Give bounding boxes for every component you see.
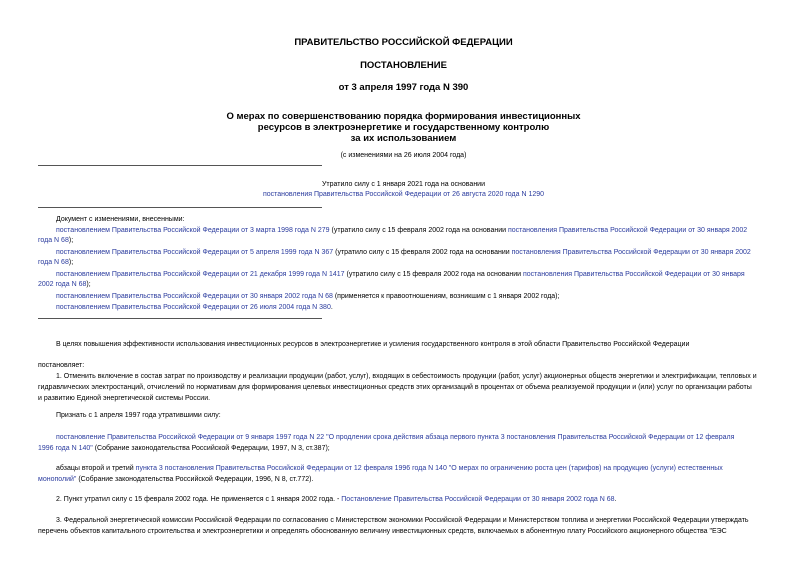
invalid-item-2-cont: монополий" (Собрание законодательства Российской Федерации, 1996, N 8, ст.772). (38, 476, 314, 483)
divider (38, 318, 322, 319)
decides-text: постановляет: (38, 362, 85, 369)
change-link[interactable]: постановлением Правительства Российской Федерации от 21 декабря 1999 года N 1417 (56, 271, 345, 278)
change-link[interactable]: постановлением Правительства Российской Федерации от 3 марта 1998 года N 279 (56, 227, 330, 234)
document-date-number: от 3 апреля 1997 года N 390 (338, 82, 469, 93)
invalid-intro: Признать с 1 апреля 1997 года утратившими силу: (56, 412, 221, 419)
change-item: постановлением Правительства Российской Федерации от 30 января 2002 года N 68 (применяется к правоотношениям, возникшим с 1 января 2002 года); (56, 293, 560, 300)
paragraph-1-cont: гидравлических электростанций, отчислений по нормативам для формирования целевых инвестиционных средств этих организаций в процентах от объема реализуемой продукции и (или) услуг по организации работы (38, 384, 752, 391)
basis-link-cont[interactable]: года N 68 (38, 259, 69, 266)
changes-intro: Документ с изменениями, внесенными: (56, 216, 185, 223)
document-title (0, 111, 807, 144)
paragraph-2: 2. Пункт утратил силу с 15 февраля 2002 года. Не применяется с 1 января 2002 года. - Постановление Правительства Российской Федерации от 30 января 2002 года N 68. (56, 496, 617, 503)
invalid-link-cont[interactable]: монополий" (38, 476, 77, 483)
invalid-item-1 (56, 432, 734, 443)
title-line: О мерах по совершенствованию порядка формирования инвестиционных (226, 111, 581, 122)
divider (38, 207, 322, 208)
paragraph-1-cont: и развитию Единой энергетической системы России. (38, 395, 211, 402)
basis-link-cont[interactable]: 2002 года N 68 (38, 281, 87, 288)
invalid-item-2: абзацы второй и третий пункта 3 постановления Правительства Российской Федерации от 12 февраля 1996 года N 140 "О мерах по ограничению роста цен (тарифов) на продукцию (услуги) естественных (56, 465, 723, 472)
change-link[interactable]: постановлением Правительства Российской Федерации от 26 июля 2004 года N 380 (56, 304, 331, 311)
invalid-link[interactable]: постановление Правительства Российской Федерации от 9 января 1997 года N 22 "О продлении срока действия абзаца первого пункта 3 постановления Правительства Российской Федерации от 12 февраля (56, 434, 735, 441)
change-item-cont: года N 68); (38, 237, 74, 244)
paragraph-3: 3. Федеральной энергетической комиссии Российской Федерации по согласованию с Министерством экономики Российской Федерации и Министерством топлива и энергетики Российской Федерации утверждать (56, 517, 749, 524)
invalid-link-cont[interactable]: 1996 года N 140" (38, 445, 93, 452)
change-link[interactable]: постановлением Правительства Российской Федерации от 5 апреля 1999 года N 367 (56, 249, 334, 256)
paragraph-1: 1. Отменить включение в состав затрат по производству и реализации продукции (работ, услуг), входящих в себестоимость продукции (работ, услуг) акционерных обществ энергетики и электрификации, тепловых и (56, 373, 757, 380)
title-line: ресурсов в электроэнергетике и государственному контролю (257, 122, 550, 133)
basis-link[interactable]: постановления Правительства Российской Федерации от 30 января 2002 (507, 227, 748, 234)
invalid-item-1-cont: 1996 года N 140" (Собрание законодательства Российской Федерации, 1997, N 3, ст.387); (38, 445, 330, 452)
paragraph-3-cont: перечень объектов капитального строительства и электроэнергетики и определять обоснованную величину инвестиционных средств, включаемых в абонентную плату Российского акционерного общества "ЕЭС (38, 528, 727, 535)
change-item: постановлением Правительства Российской Федерации от 5 апреля 1999 года N 367 (утратило силу с 15 февраля 2002 года на основании постановления Правительства Российской Федерации от 30 января 2002 (56, 249, 751, 256)
preamble: В целях повышения эффективности использования инвестиционных ресурсов в электроэнергетике и усиления государственного контроля в этой области Правительство Российской Федерации (56, 341, 690, 348)
basis-link[interactable]: постановления Правительства Российской Федерации от 30 января 2002 (511, 249, 751, 256)
paragraph-2-link[interactable]: Постановление Правительства Российской Федерации от 30 января 2002 года N 68 (341, 496, 615, 503)
divider (38, 165, 322, 166)
invalid-link[interactable]: пункта 3 постановления Правительства Российской Федерации от 12 февраля 1996 года N 140 "О мерах по ограничению роста цен (тарифов) на продукцию (услуги) естественных (135, 465, 723, 472)
change-item: постановлением Правительства Российской Федерации от 3 марта 1998 года N 279 (утратило силу с 15 февраля 2002 года на основании постановления Правительства Российской Федерации от 30 января 2002 (56, 227, 748, 234)
title-line: за их использованием (350, 133, 457, 144)
expired-note: Утратило силу с 1 января 2021 года на основании (321, 181, 486, 188)
government-heading: ПРАВИТЕЛЬСТВО РОССИЙСКОЙ ФЕДЕРАЦИИ (294, 37, 513, 48)
basis-link[interactable]: постановления Правительства Российской Федерации от 30 января (522, 271, 745, 278)
basis-link-cont[interactable]: года N 68 (38, 237, 69, 244)
change-item: постановлением Правительства Российской Федерации от 21 декабря 1999 года N 1417 (утратило силу с 15 февраля 2002 года на основании постановления Правительства Российской Федерации от 30 января (56, 271, 745, 278)
expired-basis-link[interactable]: постановления Правительства Российской Федерации от 26 августа 2020 года N 1290 (262, 191, 545, 198)
change-link[interactable]: постановлением Правительства Российской Федерации от 30 января 2002 года N 68 (56, 293, 333, 300)
change-item-cont: 2002 года N 68); (38, 281, 91, 288)
document-kind: ПОСТАНОВЛЕНИЕ (360, 60, 447, 71)
change-item-cont: года N 68); (38, 259, 74, 266)
change-item: постановлением Правительства Российской Федерации от 26 июля 2004 года N 380. (56, 304, 333, 311)
edits-note: (с изменениями на 26 июля 2004 года) (340, 152, 467, 159)
